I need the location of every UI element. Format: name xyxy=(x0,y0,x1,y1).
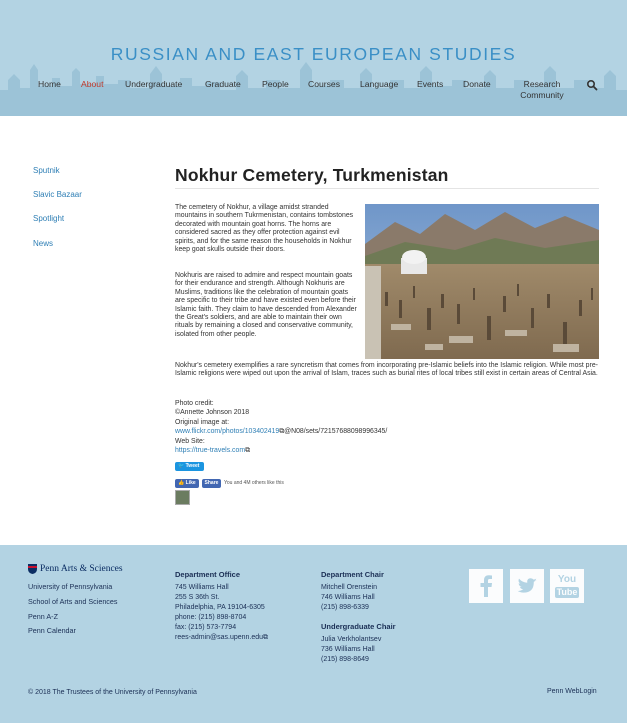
tweet-label: Tweet xyxy=(185,463,200,469)
youtube-tube-label: Tube xyxy=(556,587,578,597)
sidebar-item-slavic-bazaar[interactable]: Slavic Bazaar xyxy=(33,190,82,199)
dept-chair-heading: Department Chair xyxy=(321,570,384,579)
footer-link-upenn[interactable]: University of Pennsylvania xyxy=(28,582,113,591)
dept-office-line: 255 S 36th St. xyxy=(175,594,220,601)
youtube-you-label: You xyxy=(557,574,577,585)
nav-people[interactable]: People xyxy=(262,79,289,89)
dept-chair-name: Mitchell Orenstein xyxy=(321,584,378,591)
avatar[interactable] xyxy=(175,490,190,505)
nav-language[interactable]: Language xyxy=(360,79,399,89)
copyright-text: © 2018 The Trustees of the University of Pennsylvania xyxy=(28,689,197,696)
article-paragraph-3: Nokhur's cemetery exemplifies a rare syncretism that comes from incorporating pre-Islamic beliefs into the Islamic religion. While most pre-Islamic religions were wiped out upon the arrival of Islam, traces such as burial rites of local tribes still exist in certain areas of Central Asia. xyxy=(175,362,598,378)
twitter-icon xyxy=(510,569,544,603)
sidebar-item-spotlight[interactable]: Spotlight xyxy=(33,214,65,223)
ug-chair-office: 736 Williams Hall xyxy=(321,646,375,653)
original-image-label: Original image at: xyxy=(175,419,230,426)
facebook-like-button[interactable] xyxy=(175,479,199,488)
flickr-link-rest[interactable]: @N08/sets/72157688098996345/ xyxy=(284,428,388,435)
article-paragraph-2: Nokhuris are raised to admire and respect mountain goats for their endurance and strength. Although Nokhuris are Muslims, traditions like the celebration of mountain goats are specific to their tribe and have existed even before their Islamic faith. They claim to have descended from Alexander the Great's soldiers, and are able to maintain their own rituals by remaining a closed and conservative community, isolated from other people. xyxy=(175,272,357,338)
dept-office-phone: phone: (215) 898-8704 xyxy=(175,614,247,621)
dept-office-line: Philadelphia, PA 19104-6305 xyxy=(175,604,265,611)
dept-office-line: 745 Williams Hall xyxy=(175,584,229,591)
ug-chair-name: Julia Verkholantsev xyxy=(321,636,382,643)
nav-home[interactable]: Home xyxy=(38,79,61,89)
website-line xyxy=(175,447,250,455)
website-label: Web Site: xyxy=(175,438,205,445)
facebook-icon xyxy=(469,569,503,603)
facebook-share-button[interactable]: Share xyxy=(202,479,221,488)
dept-chair-office: 746 Williams Hall xyxy=(321,594,375,601)
nav-donate[interactable]: Donate xyxy=(463,79,491,89)
nav-courses[interactable]: Courses xyxy=(308,79,340,89)
dept-office-heading: Department Office xyxy=(175,570,241,579)
nav-research-label: Research xyxy=(523,79,561,89)
flickr-link[interactable]: www.flickr.com/photos/103402419 xyxy=(175,428,280,435)
external-link-icon: ⧉ xyxy=(263,634,269,641)
nav-undergraduate[interactable]: Undergraduate xyxy=(125,79,183,89)
penn-arts-sciences-logo[interactable]: Penn Arts & Sciences xyxy=(40,564,123,574)
photo-credit-heading: Photo credit: xyxy=(175,400,214,407)
youtube-button[interactable] xyxy=(550,569,584,603)
email-link[interactable]: rees-admin@sas.upenn.edu xyxy=(175,634,264,641)
footer-link-sas[interactable]: School of Arts and Sciences xyxy=(28,597,118,606)
photo-credit-name: ©Annette Johnson 2018 xyxy=(175,409,250,416)
sidebar-item-sputnik[interactable]: Sputnik xyxy=(33,166,60,175)
site-header xyxy=(0,0,627,116)
nav-graduate[interactable]: Graduate xyxy=(205,79,241,89)
footer-link-penn-calendar[interactable]: Penn Calendar xyxy=(28,626,76,635)
dept-office-email xyxy=(175,633,268,643)
original-image-line xyxy=(175,428,387,436)
site-title[interactable]: RUSSIAN AND EAST EUROPEAN STUDIES xyxy=(110,44,517,64)
tweet-button[interactable] xyxy=(175,462,204,471)
external-link-icon: ⧉ xyxy=(279,428,285,435)
thumbs-up-icon: 👍 xyxy=(178,480,185,486)
dept-chair-phone: (215) 898-6339 xyxy=(321,604,369,611)
cemetery-photo[interactable] xyxy=(365,204,599,359)
twitter-button[interactable] xyxy=(510,569,544,603)
nav-about[interactable]: About xyxy=(81,79,104,89)
nav-events[interactable]: Events xyxy=(417,79,444,89)
sidebar-item-news[interactable]: News xyxy=(33,239,54,248)
main-nav xyxy=(0,79,627,109)
search-icon[interactable] xyxy=(586,79,598,91)
website-link[interactable]: https://true-travels.com xyxy=(175,447,246,454)
facebook-button[interactable] xyxy=(469,569,503,603)
twitter-bird-icon: 🐦 xyxy=(178,463,185,469)
page-title: Nokhur Cemetery, Turkmenistan xyxy=(175,165,449,185)
youtube-icon xyxy=(550,574,584,598)
nav-research-community[interactable] xyxy=(519,79,565,101)
footer-link-penn-az[interactable]: Penn A-Z xyxy=(28,612,58,621)
external-link-icon: ⧉ xyxy=(245,447,250,454)
penn-weblogin-link[interactable]: Penn WebLogin xyxy=(547,688,597,695)
article-paragraph-1: The cemetery of Nokhur, a village amidst stranded mountains in southern Tukrmenistan, contains tombstones decorated with mountain goat horns. The horns are considered sacred as they offer protection against evil spirits, and for the same reason the households in Nokhur keep goat skulls outside their doors. xyxy=(175,204,354,254)
ug-chair-phone: (215) 898-8649 xyxy=(321,656,369,663)
facebook-like-count: You and 4M others like this xyxy=(224,480,284,486)
ug-chair-heading: Undergraduate Chair xyxy=(321,622,396,631)
title-divider xyxy=(175,188,599,189)
nav-community-label: Community xyxy=(520,90,564,100)
dept-office-fax: fax: (215) 573-7794 xyxy=(175,624,237,631)
like-label: Like xyxy=(185,480,196,486)
